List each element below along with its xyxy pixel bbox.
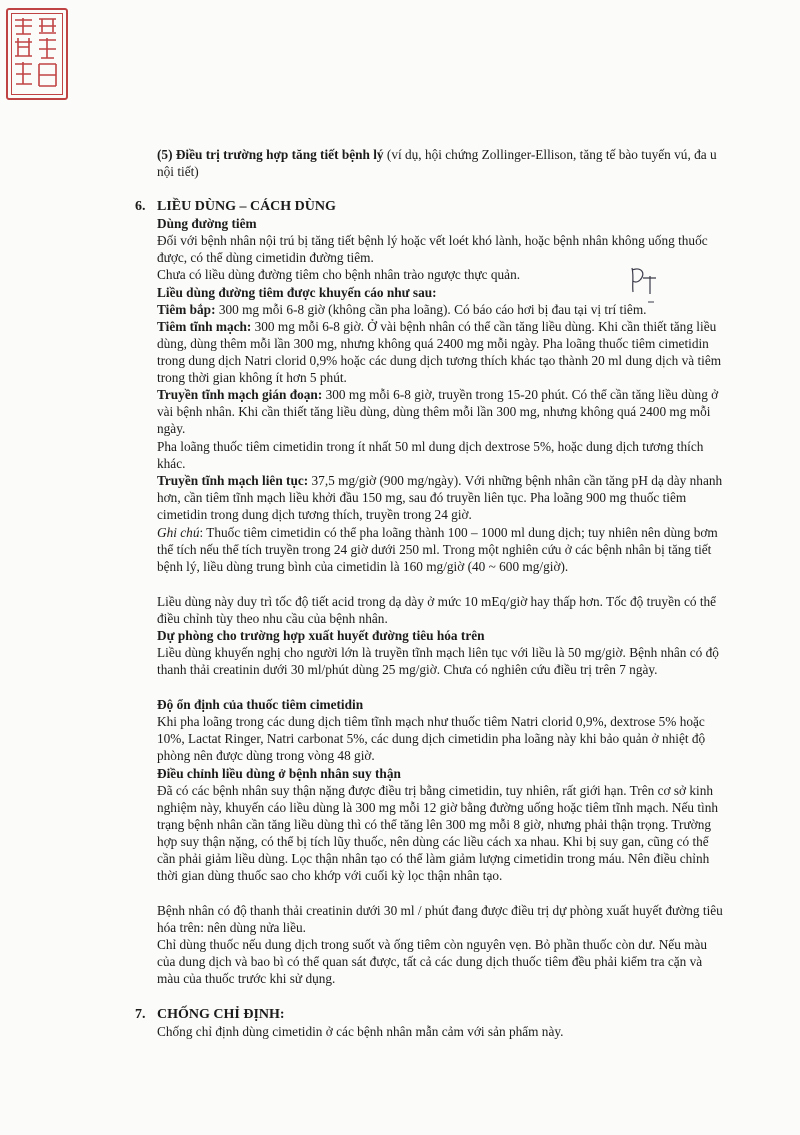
seal-glyph-pattern <box>12 14 60 92</box>
intermittent-infusion-text: 300 mg mỗi 6-8 giờ, truyền trong 15-20 phút. Có thể cần tăng liều dùng ở vài bệnh nhân. Khi cần thiết tăng liều dùng, dùng thêm mỗi lần 300 mg, nhưng không quá 2400 mg mỗi ngày. <box>157 387 719 436</box>
intravenous-dose <box>157 318 727 386</box>
section-7-number: 7. <box>135 1007 146 1022</box>
intermittent-infusion-label: Truyền tĩnh mạch gián đoạn: <box>157 387 323 402</box>
renal-adjustment-paragraph-3: Chỉ dùng thuốc nếu dung dịch trong suốt và ống tiêm còn nguyên vẹn. Bỏ phần thuốc còn dư. Nếu màu của dung dịch và bao bì có thể quan sát được, tất cả các dung dịch thuốc tiêm đều phải kiểm tra cặn và màu của thuốc trước khi sử dụng. <box>157 937 708 986</box>
continuous-infusion-dose <box>157 472 727 523</box>
renal-adjustment-heading: Điều chỉnh liều dùng ở bệnh nhân suy thận <box>157 766 401 781</box>
section-6-number: 6. <box>135 199 146 214</box>
item-5 <box>157 146 727 180</box>
renal-adjustment-paragraph-1: Đã có các bệnh nhân suy thận nặng được điều trị bằng cimetidin, tuy nhiên, rất giới hạn. Trên cơ sở kinh nghiệm này, khuyến cáo liều dùng là 300 mg mỗi 12 giờ bằng đường uống hoặc tiêm tĩnh mạch. Nếu tình trạng bệnh nhân cần tăng liều dùng thì có thể tăng lên 300 mg mỗi 8 giờ, nhưng phải thận trọng. Trường hợp suy thận nặng, có thể bị tích lũy thuốc, nên dùng các liều cách xa nhau. Khi bị suy gan, cũng có thể cần phải giảm liều dùng. Lọc thận nhân tạo có thể làm giảm lượng cimetidin trong máu. Nên điều chỉnh thời gian dùng thuốc sao cho khớp với cuối kỳ lọc thận nhân tạo. <box>157 783 719 883</box>
injection-heading: Dùng đường tiêm <box>157 216 257 231</box>
stability-heading: Độ ổn định của thuốc tiêm cimetidin <box>157 697 364 712</box>
renal-adjustment-paragraph-2: Bệnh nhân có độ thanh thải creatinin dưới 30 ml / phút đang được điều trị dự phòng xuất huyết đường tiêu hóa trên: nên dùng nửa liều. <box>157 903 723 935</box>
section-6-title: LIỀU DÙNG – CÁCH DÙNG <box>157 199 336 214</box>
intravenous-text: 300 mg mỗi 6-8 giờ. Ở vài bệnh nhân có thể cần tăng liều dùng. Khi cần thiết tăng liều dùng, dùng thêm mỗi lần 300 mg, nhưng không quá 2400 mg mỗi ngày. Pha loãng thuốc tiêm cimetidin trong dung dịch Natri clorid 0,9% hoặc các dung dịch tương thích khác tạo thành 20 ml dung dịch và tiêm trong thời gian không ít hơn 5 phút. <box>157 319 722 385</box>
stability-text: Khi pha loãng trong các dung dịch tiêm tĩnh mạch như thuốc tiêm Natri clorid 0,9%, dextrose 5% hoặc 10%, Lactat Ringer, Natri carbonat 5%, các dung dịch cimetidin pha loãng này khi bảo quản ở nhiệt độ phòng nên được dùng trong vòng 48 giờ. <box>157 714 706 763</box>
note-paragraph-2: Liều dùng này duy trì tốc độ tiết acid trong dạ dày ở mức 10 mEq/giờ hay thấp hơn. Tốc độ truyền có thể điều chỉnh tùy theo nhu cầu của bệnh nhân. <box>157 594 717 626</box>
section-6-heading <box>135 198 336 215</box>
injection-paragraph-2: Chưa có liều dùng đường tiêm cho bệnh nhân trào ngược thực quản. <box>157 267 521 282</box>
intramuscular-text: 300 mg mỗi 6-8 giờ (không cần pha loãng). Có báo cáo hơi bị đau tại vị trí tiêm. <box>215 302 647 317</box>
gi-bleeding-heading: Dự phòng cho trường hợp xuất huyết đường tiêu hóa trên <box>157 628 485 643</box>
injection-paragraph-1: Đối với bệnh nhân nội trú bị tăng tiết bệnh lý hoặc vết loét khó lành, hoặc bệnh nhân không uống thuốc được, có thể dùng cimetidin đường tiêm. <box>157 233 708 265</box>
intramuscular-label: Tiêm bắp: <box>157 302 216 317</box>
intramuscular-dose <box>157 301 727 318</box>
gi-bleeding-text: Liều dùng khuyến nghị cho người lớn là truyền tĩnh mạch liên tục với liều là 50 mg/giờ. Bệnh nhân có độ thanh thải creatinin dưới 30 ml/phút dùng 25 mg/giờ. Chưa có nghiên cứu điều trị trên 7 ngày. <box>157 645 719 677</box>
intermittent-infusion-dose <box>157 386 727 437</box>
section-7-title: CHỐNG CHỈ ĐỊNH: <box>157 1007 285 1022</box>
section-7-text: Chống chỉ định dùng cimetidin ở các bệnh nhân mẫn cảm với sản phẩm này. <box>157 1024 564 1039</box>
section-7-heading <box>135 1006 285 1023</box>
intermittent-infusion-dilution: Pha loãng thuốc tiêm cimetidin trong ít nhất 50 ml dung dịch dextrose 5%, hoặc dung dịch tương thích khác. <box>157 439 704 471</box>
intravenous-label: Tiêm tĩnh mạch: <box>157 319 252 334</box>
continuous-infusion-text: 37,5 mg/giờ (900 mg/ngày). Với những bệnh nhân cần tăng pH dạ dày nhanh hơn, cần tiêm tĩnh mạch liều khởi đầu 150 mg, sau đó truyền liên tục. Pha loãng 900 mg thuốc tiêm cimetidin trong dung dịch tương thích, truyền trong 24 giờ. <box>157 473 723 522</box>
note-paragraph <box>157 524 727 575</box>
note-label: Ghi chú <box>157 525 200 540</box>
continuous-infusion-label: Truyền tĩnh mạch liên tục: <box>157 473 309 488</box>
red-seal-stamp <box>6 8 68 100</box>
note-text: : Thuốc tiêm cimetidin có thể pha loãng thành 100 – 1000 ml dung dịch; tuy nhiên nên dùng bơm thể tích nếu thể tích truyền trong 24 giờ dưới 250 ml. Trong một nghiên cứu ở các bệnh nhân bị tăng tiết bệnh lý, liều dùng trung bình của cimetidin là 160 mg/giờ (40 ~ 600 mg/giờ). <box>157 525 718 574</box>
item-5-lead: (5) Điều trị trường hợp tăng tiết bệnh lý <box>157 147 384 162</box>
recommended-dose-heading: Liều dùng đường tiêm được khuyến cáo như sau: <box>157 285 437 300</box>
item-5-text: (ví dụ, hội chứng Zollinger-Ellison, tăng tế bào tuyến vú, đa u nội tiết) <box>157 147 717 179</box>
